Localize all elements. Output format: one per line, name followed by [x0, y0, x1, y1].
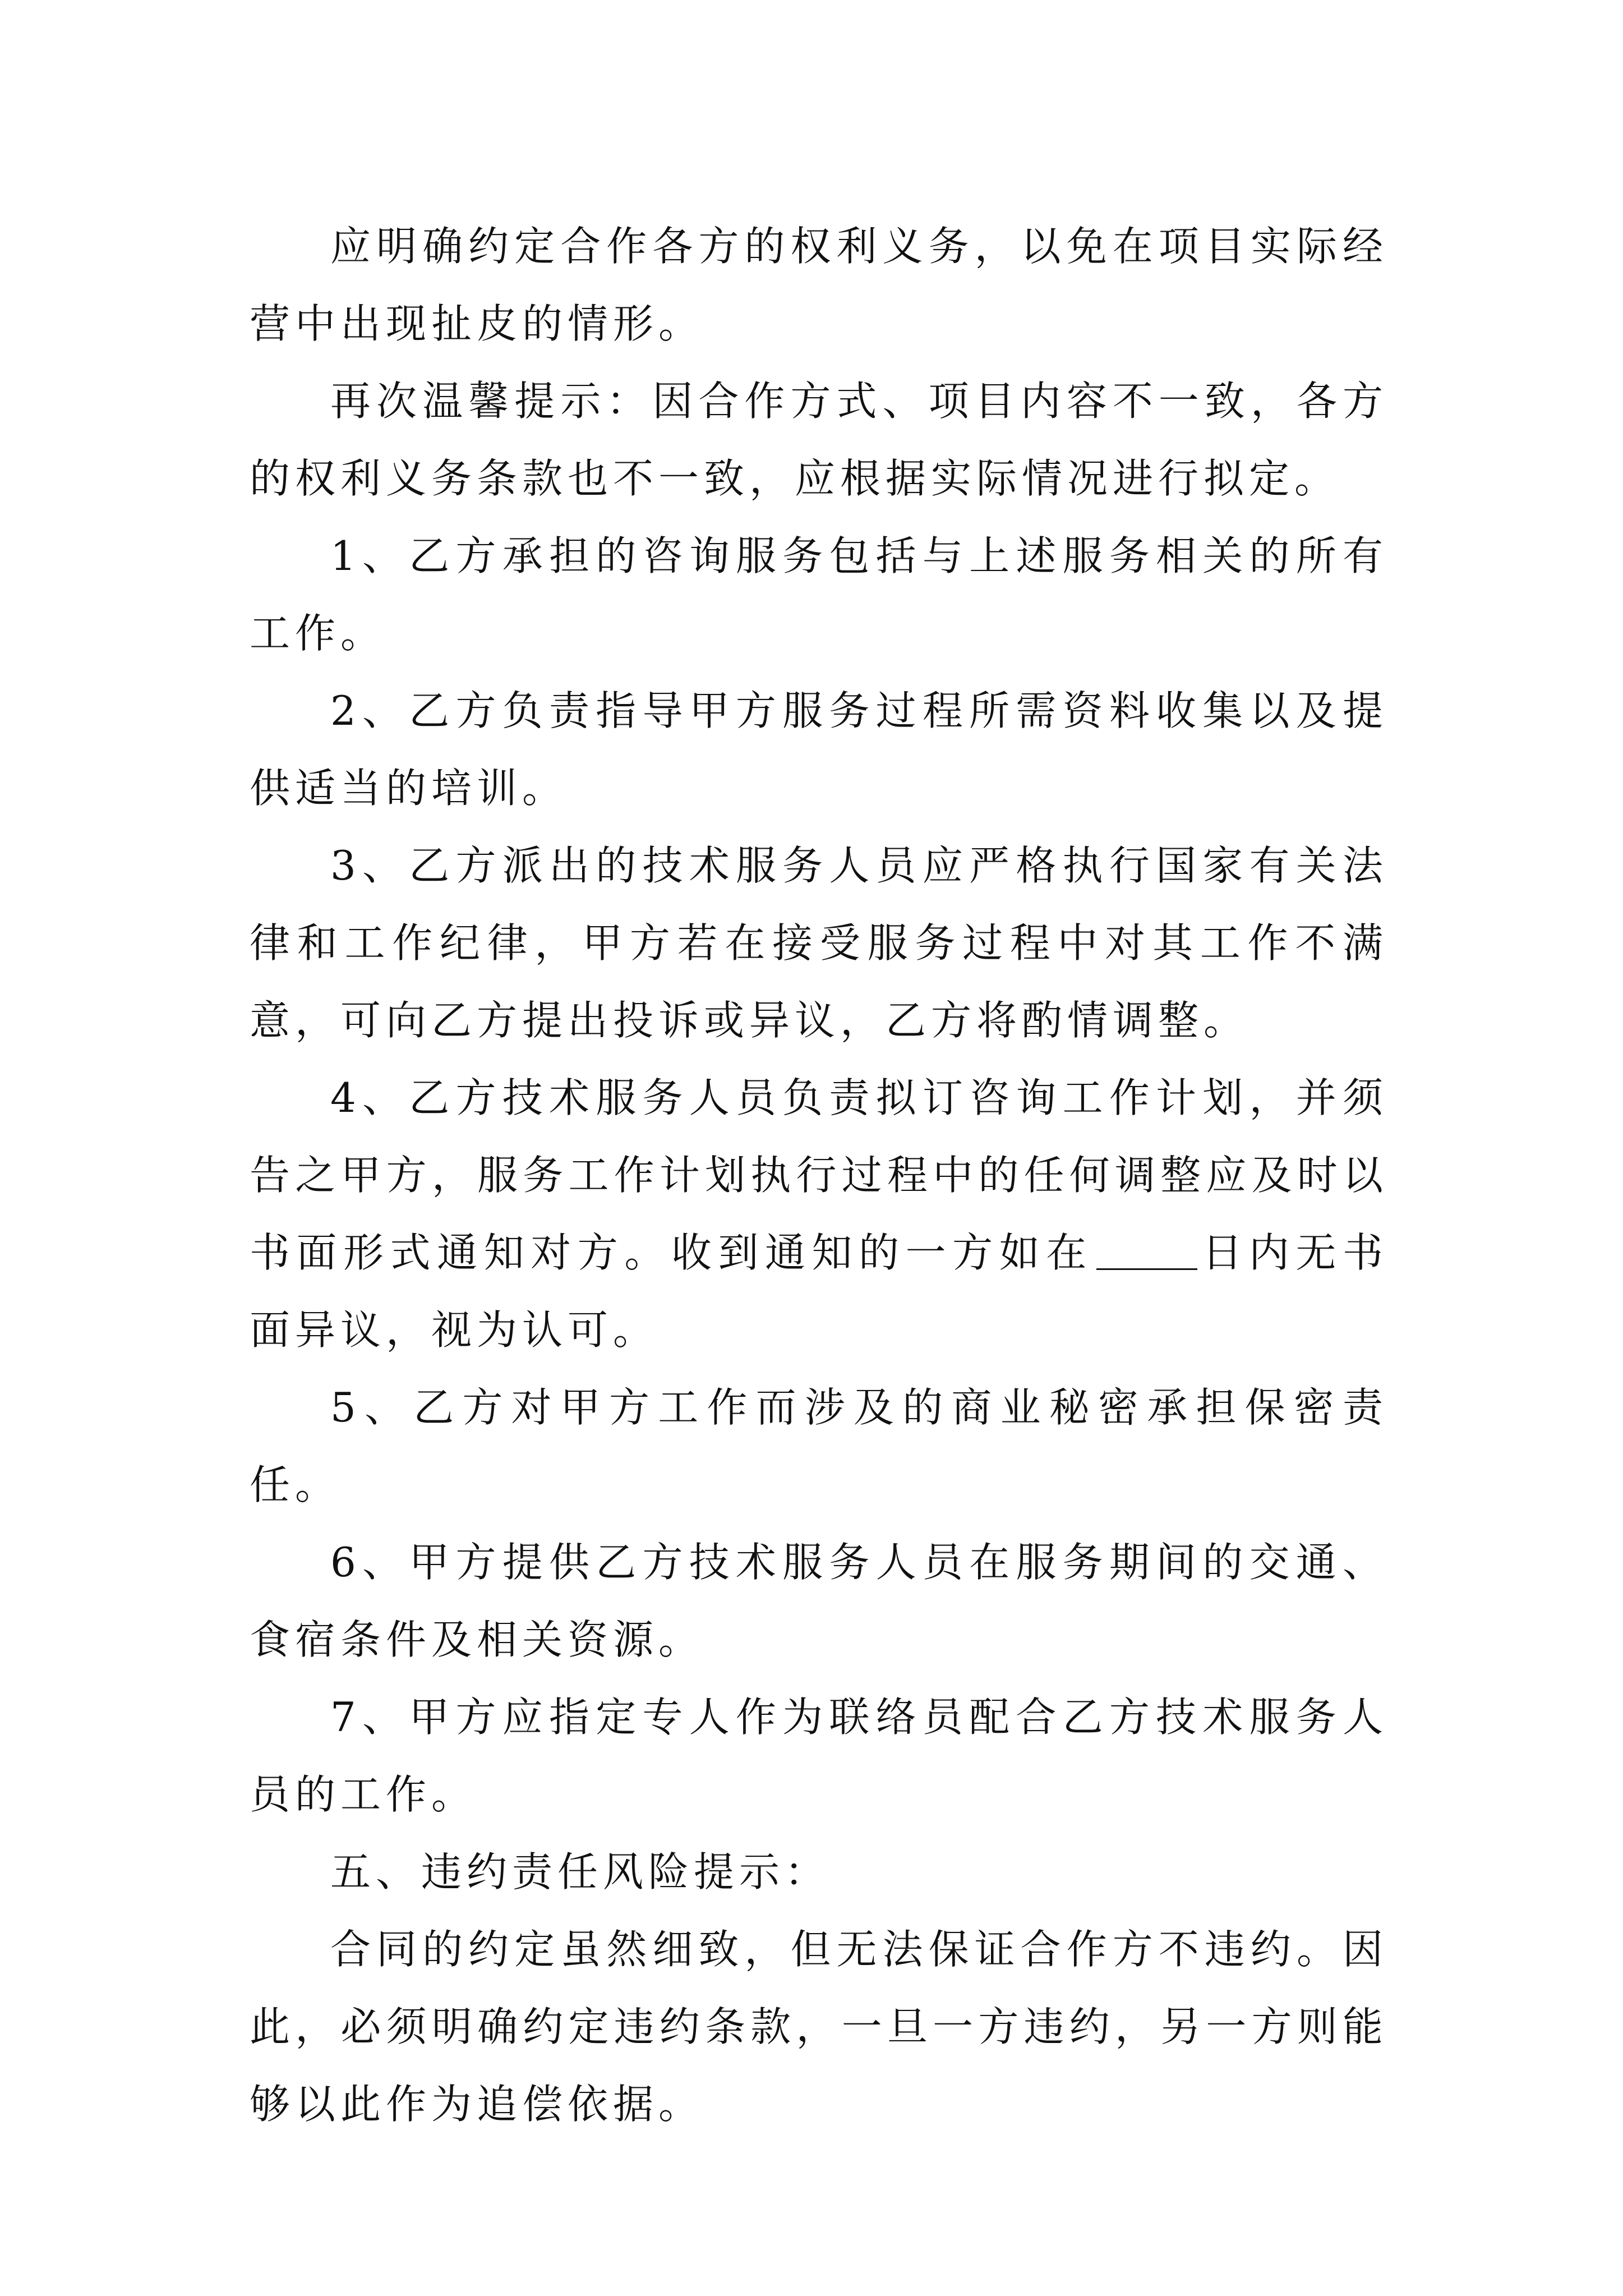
clause-5: 5、乙方对甲方工作而涉及的商业秘密承担保密责任。 — [250, 1384, 1388, 1508]
clause-4-text-after-blank: 日内无书面异议，视为认可。 — [250, 1229, 1388, 1354]
clause-4 — [250, 1059, 1388, 1369]
clause-6: 6、甲方提供乙方技术服务人员在服务期间的交通、食宿条件及相关资源。 — [250, 1539, 1388, 1663]
document-body — [250, 208, 1388, 2143]
clause-7: 7、甲方应指定专人作为联络员配合乙方技术服务人员的工作。 — [250, 1694, 1388, 1818]
clause-1: 1、乙方承担的咨询服务包括与上述服务相关的所有工作。 — [250, 532, 1388, 657]
clause-2: 2、乙方负责指导甲方服务过程所需资料收集以及提供适当的培训。 — [250, 687, 1388, 812]
days-blank-field — [1096, 1228, 1197, 1270]
clause-4-text-before-blank: 4、乙方技术服务人员负责拟订咨询工作计划，并须告之甲方，服务工作计划执行过程中的任何调整应及时以书面形式通知对方。收到通知的一方如在 — [250, 1074, 1388, 1276]
clause-3: 3、乙方派出的技术服务人员应严格执行国家有关法律和工作纪律，甲方若在接受服务过程中对其工作不满意，可向乙方提出投诉或异议，乙方将酌情调整。 — [250, 842, 1388, 1044]
paragraph-breach-clause: 合同的约定虽然细致，但无法保证合作方不违约。因此，必须明确约定违约条款，一旦一方违约，另一方则能够以此作为追偿依据。 — [250, 1926, 1388, 2128]
paragraph-rights-obligations: 应明确约定合作各方的权利义务，以免在项目实际经营中出现扯皮的情形。 — [250, 223, 1388, 347]
section-heading-breach-liability: 五、违约责任风险提示： — [330, 1848, 831, 1895]
paragraph-reminder: 再次温馨提示：因合作方式、项目内容不一致，各方的权利义务条款也不一致，应根据实际情况进行拟定。 — [250, 378, 1388, 502]
